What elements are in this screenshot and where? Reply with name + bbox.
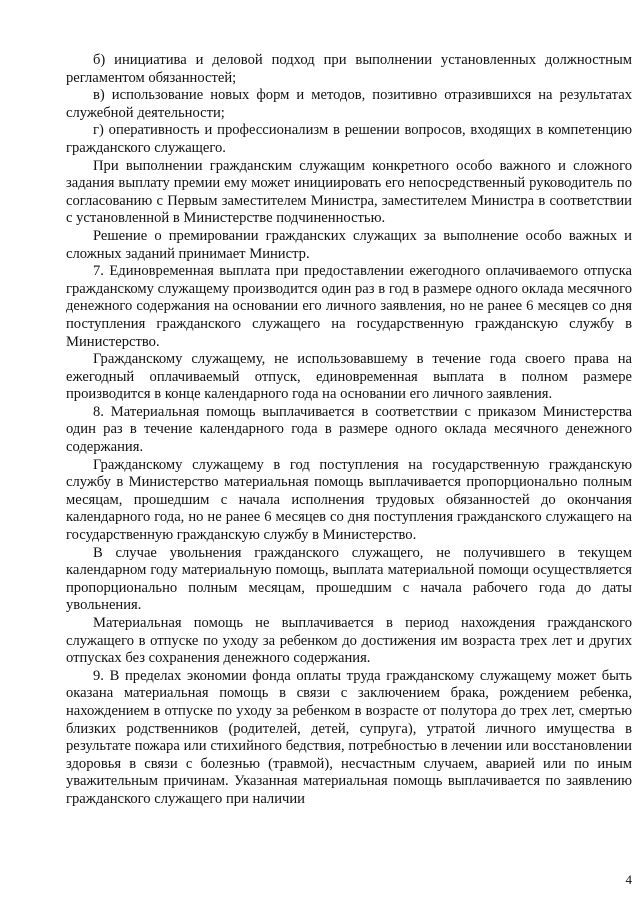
paragraph-initiative: б) инициатива и деловой подход при выполнении установленных должностным регламентом обязанностей; bbox=[66, 52, 632, 86]
paragraph-efficiency: г) оперативность и профессионализм в решении вопросов, входящих в компетенцию гражданского служащего. bbox=[66, 122, 632, 156]
paragraph-first-year: Гражданскому служащему в год поступления на государственную гражданскую службу в Министерство материальная помощь выплачивается пропорционально полным месяцам, прошедшим с начала исполнения трудовых обязанностей до окончания календарного года, но не ранее 6 месяцев со дня поступления гражданского служащего на государственную гражданскую службу в Министерство. bbox=[66, 456, 632, 544]
paragraph-minister-decision: Решение о премировании гражданских служащих за выполнение особо важных и сложных заданий принимает Министр. bbox=[66, 227, 632, 262]
document-page bbox=[66, 52, 632, 809]
paragraph-parental-leave: Материальная помощь не выплачивается в период нахождения гражданского служащего в отпуске по уходу за ребенком до достижения им возраста трех лет и других отпусках без сохранения денежного содержания. bbox=[66, 615, 632, 667]
paragraph-unused-leave: Гражданскому служащему, не использовавшему в течение года своего права на ежегодный оплачиваемый отпуск, единовременная выплата в полном размере производится в конце календарного года на основании его личного заявления. bbox=[66, 351, 632, 403]
paragraph-item-9: 9. В пределах экономии фонда оплаты труда гражданскому служащему может быть оказана материальная помощь в связи с заключением брака, рождением ребенка, нахождением в отпуске по уходу за ребенком в возрасте от полутора до трех лет, смертью близких родственников (родителей, детей, супруга), утратой личного имущества в результате пожара или стихийного бедствия, потребностью в лечении или восстановлении здоровья в связи с болезнью (травмой), несчастным случаем, аварией или по иным уважительным причинам. Указанная материальная помощь выплачивается по заявлению гражданского служащего при наличии bbox=[66, 667, 632, 807]
paragraph-item-7: 7. Единовременная выплата при предоставлении ежегодного оплачиваемого отпуска гражданскому служащему производится один раз в год в размере одного оклада месячного денежного содержания на основании его личного заявления, но не ранее 6 месяцев со дня поступления гражданского служащего на государственную гражданскую службу в Министерство. bbox=[66, 263, 632, 350]
paragraph-special-task: При выполнении гражданским служащим конкретного особо важного и сложного задания выплату премии ему может инициировать его непосредственный руководитель по согласованию с Первым заместителем Министра, заместителем Министра в соответствии с установленной в Министерстве подчиненностью. bbox=[66, 157, 632, 227]
paragraph-new-methods: в) использование новых форм и методов, позитивно отразившихся на результатах служебной деятельности; bbox=[66, 87, 632, 121]
paragraph-item-8: 8. Материальная помощь выплачивается в соответствии с приказом Министерства один раз в течение календарного года в размере одного оклада месячного денежного содержания. bbox=[66, 403, 632, 456]
paragraph-dismissal: В случае увольнения гражданского служащего, не получившего в текущем календарном году материальную помощь, выплата материальной помощи осуществляется пропорционально полным месяцам, прошедшим с начала рабочего года до даты увольнения. bbox=[66, 544, 632, 614]
page-number: 4 bbox=[625, 872, 632, 887]
